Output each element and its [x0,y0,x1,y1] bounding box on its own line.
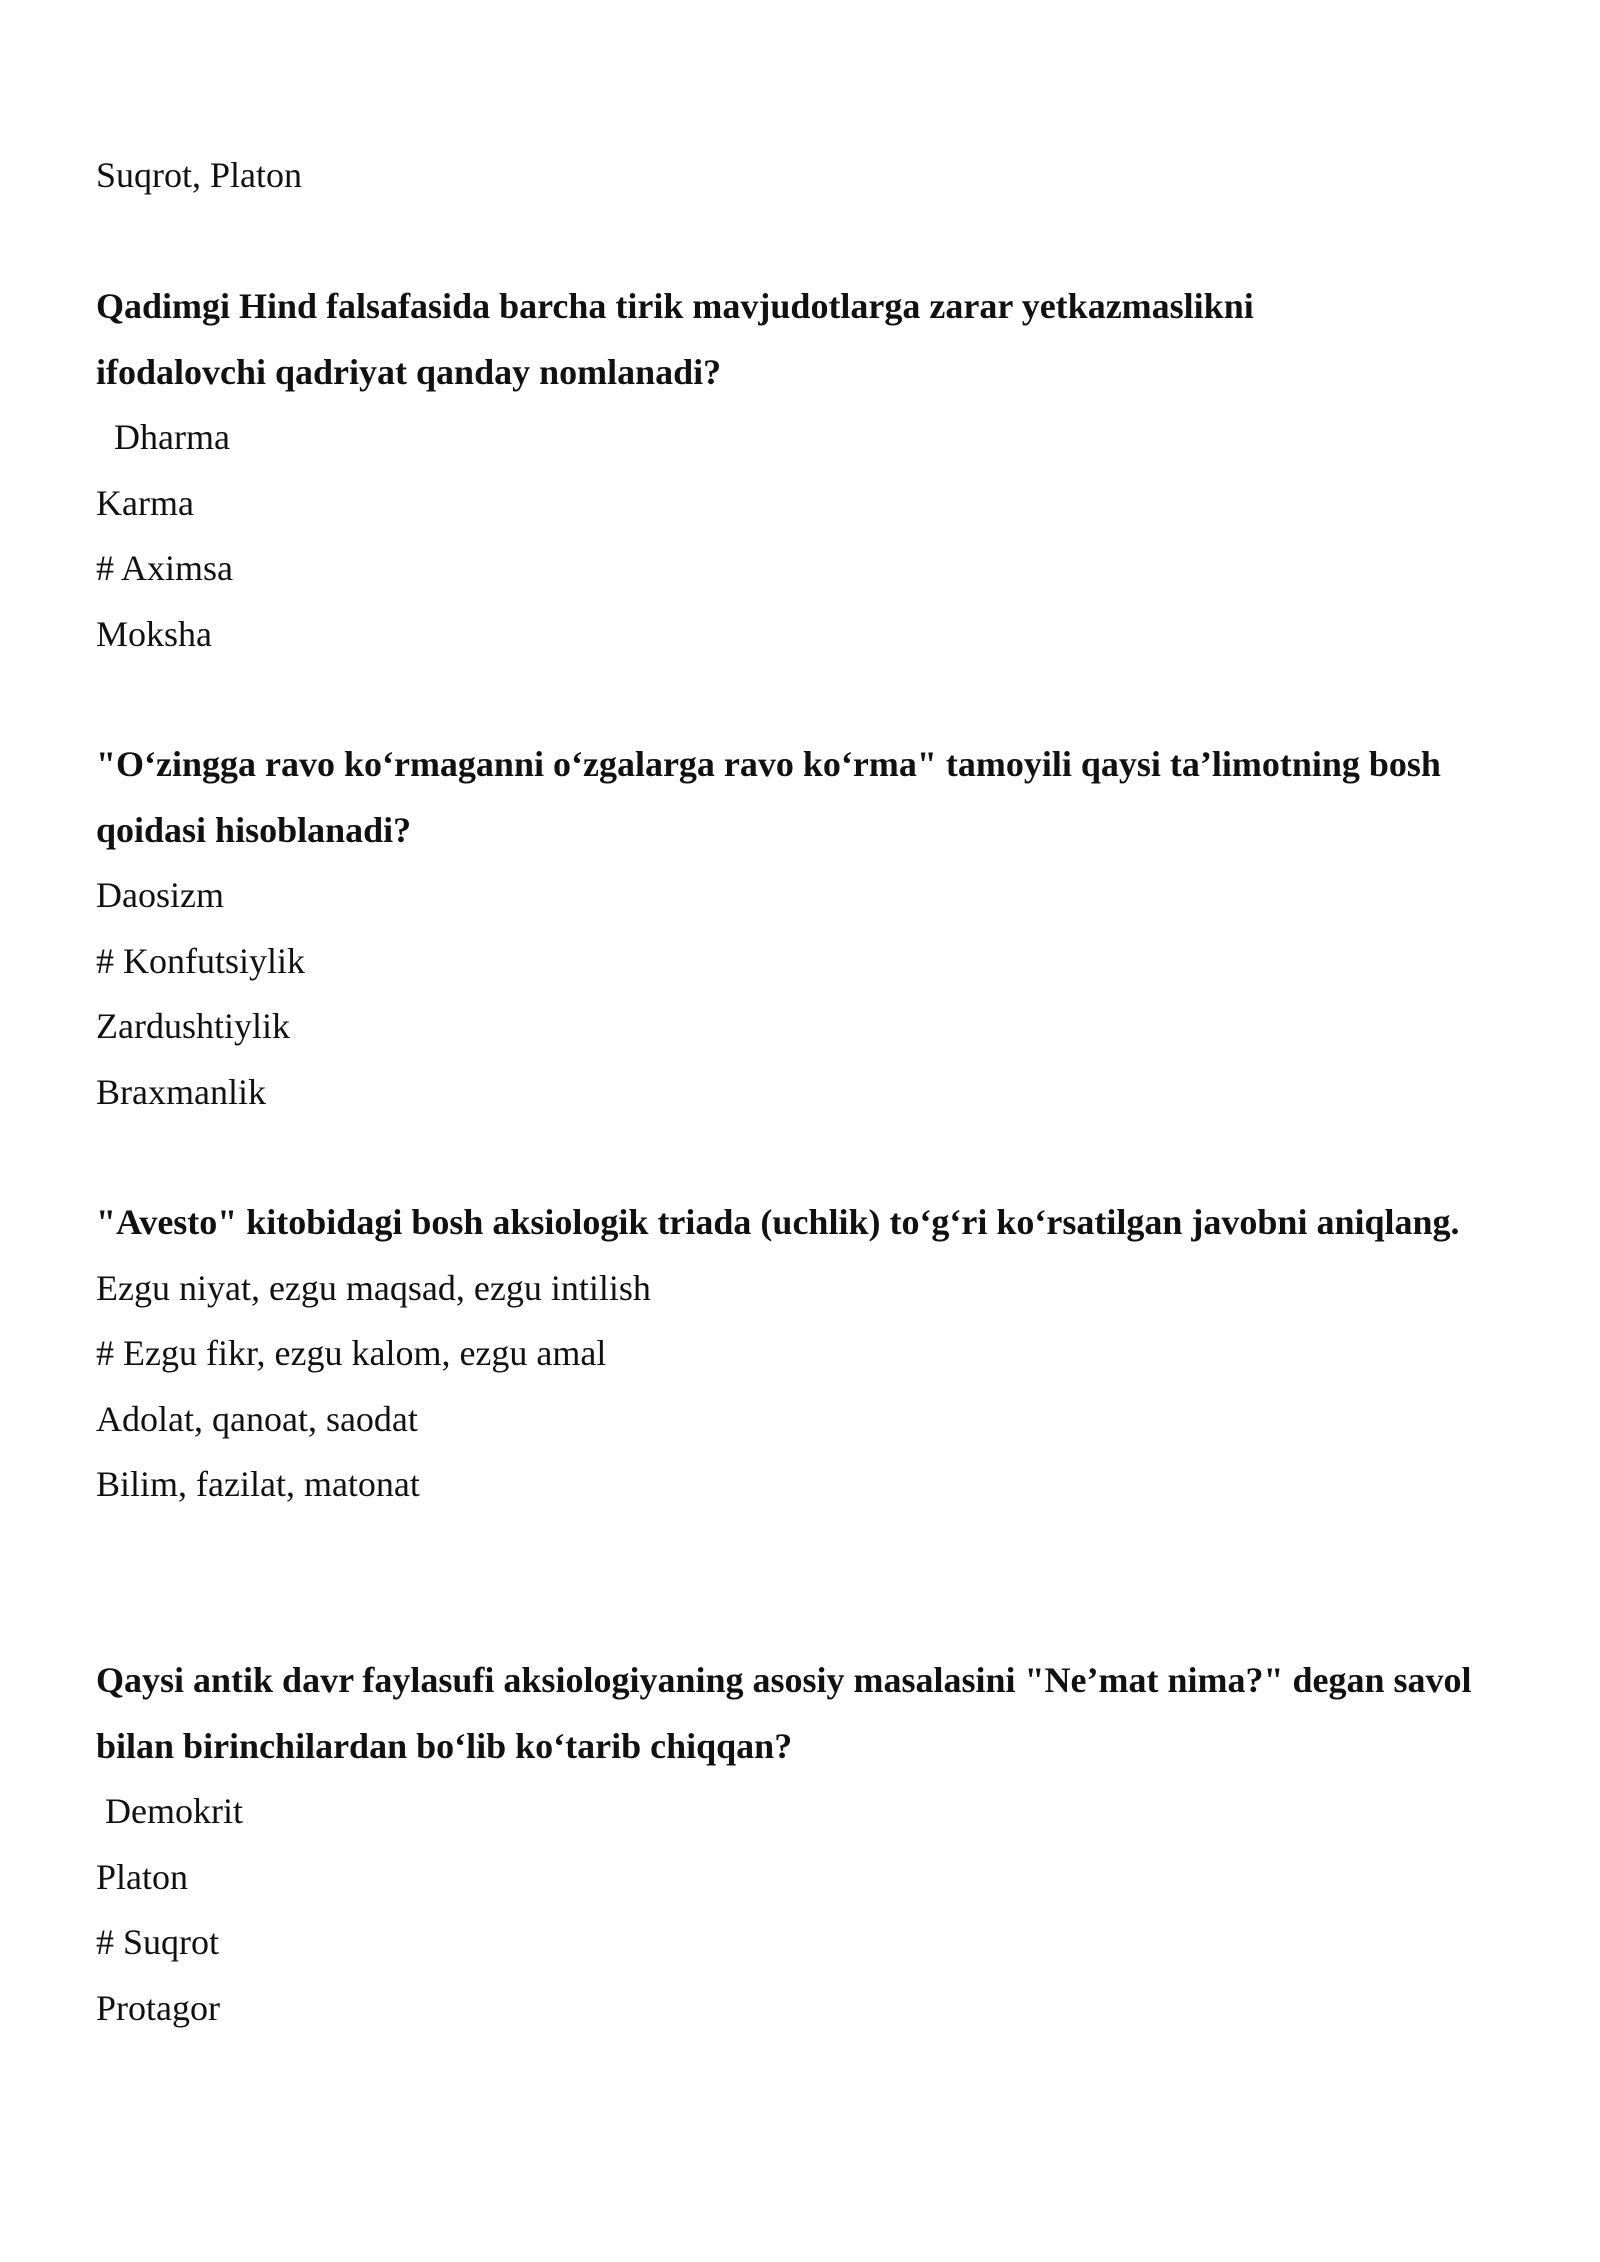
answer-option-correct: # Konfutsiylik [96,940,306,981]
answer-option-correct: # Ezgu fikr, ezgu kalom, ezgu amal [96,1333,607,1373]
answer-option-correct: # Aximsa [96,548,234,588]
answer-option: Dharma [96,417,230,457]
question-text: "Avesto" kitobidagi bosh aksiologik triada (uchlik) to‘g‘ri ko‘rsatilgan javobni aniqlang. [96,1202,1460,1242]
answer-option: Platon [96,1856,189,1897]
previous-answer-line: Suqrot, Platon [96,155,303,195]
answer-option: Adolat, qanoat, saodat [96,1398,418,1439]
answer-option: Protagor [96,1987,220,2028]
answer-option: Braxmanlik [96,1071,266,1112]
question-text: Qaysi antik davr faylasufi aksiologiyaning asosiy masalasini "Ne’mat nima?" degan savol bilan birinchilardan bo‘lib ko‘tarib chiqqan? [96,1660,1472,1766]
question-block [96,1648,1516,2041]
question-text: Qadimgi Hind falsafasida barcha tirik mavjudotlarga zarar yetkazmaslikni ifodalovchi qadriyat qanday nomlanadi? [96,286,1254,392]
answer-option: Daosizm [96,875,224,915]
answer-option: Ezgu niyat, ezgu maqsad, ezgu intilish [96,1267,651,1308]
answer-option: Karma [96,482,194,523]
answer-option: Zardushtiylik [96,1006,290,1046]
answer-option: Demokrit [96,1791,243,1831]
question-block [96,274,1396,667]
question-block [96,1190,1496,1518]
answer-option: Moksha [96,613,212,654]
question-block [96,732,1496,1125]
answer-option-correct: # Suqrot [96,1922,220,1962]
question-text: "O‘zingga ravo ko‘rmaganni o‘zgalarga ravo ko‘rma" tamoyili qaysi ta’limotning bosh qoidasi hisoblanadi? [96,744,1441,850]
answer-option: Bilim, fazilat, matonat [96,1464,420,1504]
